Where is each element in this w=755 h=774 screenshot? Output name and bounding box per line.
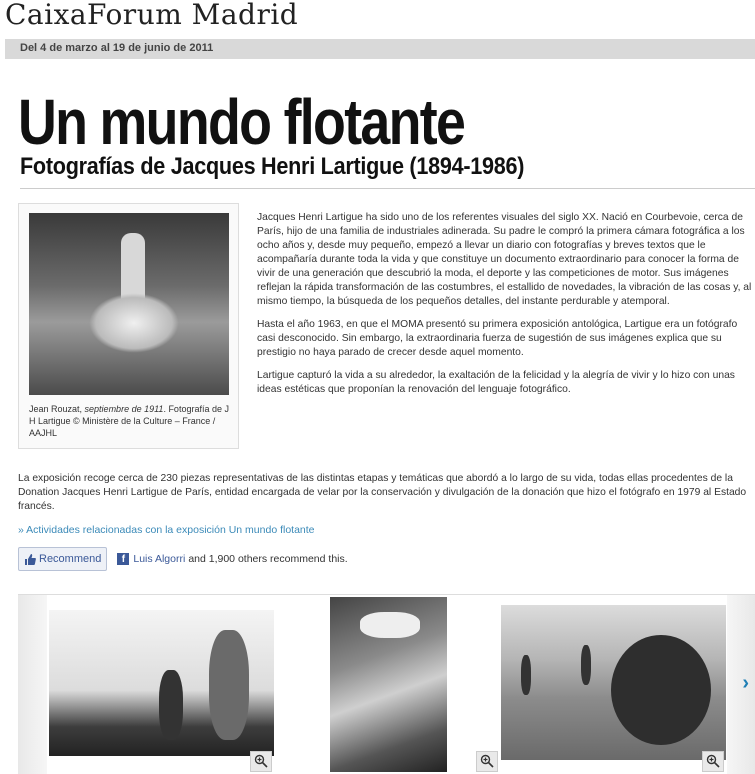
exhibition-subtitle: Fotografías de Jacques Henri Lartigue (1894-1986) (20, 153, 525, 180)
intro-paragraph: Lartigue capturó la vida a su alrededor, la exaltación de la felicidad y la alegría de vivir y lo hizo con unas ideas estéticas que proponían la renovación del lenguaje fotográfico. (257, 370, 735, 395)
featured-photo-box (18, 203, 239, 449)
gallery-image-beach[interactable] (49, 610, 274, 756)
gallery-image-race-car[interactable] (501, 605, 726, 760)
gallery-image-ladies[interactable] (330, 597, 447, 772)
figure-shape (209, 630, 249, 740)
zoom-button[interactable] (702, 751, 724, 772)
date-range: Del 4 de marzo al 19 de junio de 2011 (20, 42, 214, 54)
photo-gallery (18, 594, 755, 774)
chevron-right-icon[interactable]: › (742, 672, 749, 694)
facebook-recommend-bar (18, 547, 348, 571)
exhibition-title: Un mundo flotante (18, 86, 465, 158)
zoom-button[interactable] (476, 751, 498, 772)
figure-shape (159, 670, 183, 740)
facebook-icon: f (117, 553, 129, 565)
water-splash-shape (89, 293, 179, 353)
magnifier-plus-icon (480, 754, 494, 768)
intro-paragraph: Hasta el año 1963, en que el MOMA presentó su primera exposición antológica, Lartigue era un fotógrafo casi desconocido. Sin embargo, la extraordinaria fuerza de sugestión de sus imágenes explica que su prestigio no haya parado de crecer desde aquel momento. (257, 319, 738, 358)
magnifier-plus-icon (254, 754, 268, 768)
recommend-label: Recommend (39, 553, 102, 565)
recommend-button[interactable] (18, 547, 107, 571)
intro-text (257, 211, 754, 406)
recommender-name[interactable]: Luis Algorri (133, 553, 186, 565)
photo-caption: Jean Rouzat, septiembre de 1911. Fotografía de J H Lartigue © Ministère de la Culture – France / AAJHL (29, 404, 229, 438)
gallery-prev-area[interactable] (18, 595, 47, 774)
related-activities-link[interactable]: » Actividades relacionadas con la exposición Un mundo flotante (18, 524, 315, 536)
date-bar (5, 39, 755, 59)
gallery-next-area[interactable] (727, 595, 755, 774)
recommend-count-text: and 1,900 others recommend this. (188, 553, 348, 565)
exhibition-description: La exposición recoge cerca de 230 piezas representativas de las distintas etapas y temáticas que abordó a lo largo de su vida, todas ellas procedentes de la Donation Jacques Henri Lartigue de París, entidad encargada de velar por la conservación y divulgación de la donación que hizo el fotógrafo en 1979 al Estado francés. (18, 473, 747, 512)
spectator-shape (581, 645, 591, 685)
divider (20, 188, 755, 189)
zoom-button[interactable] (250, 751, 272, 772)
hat-shape (360, 612, 420, 638)
featured-photo (29, 213, 229, 395)
car-shape (611, 635, 711, 745)
site-title[interactable]: CaixaForum Madrid (5, 0, 299, 31)
spectator-shape (521, 655, 531, 695)
intro-paragraph: Jacques Henri Lartigue ha sido uno de los referentes visuales del siglo XX. Nació en Courbevoie, cerca de París, hijo de una familia de industriales adinerada. Su padre le compró la primera cámara fotográfica a los ocho años y, desde muy pequeño, empezó a llevar un diario con fotografías y breves textos que le acompañaría durante toda la vida y que constituye un documento extraordinario para conocer la forma de vivir de una generación que descubrió la moda, el deporte y las competiciones de motor. Sus imágenes reflejan la rápida transformación de las costumbres, el estallido de novedades, la vibración de las cosas y, al mismo tiempo, la búsqueda de los pequeños detalles, del instante perdurable y atemporal. (257, 212, 752, 307)
thumbs-up-icon (24, 554, 36, 565)
magnifier-plus-icon (706, 754, 720, 768)
